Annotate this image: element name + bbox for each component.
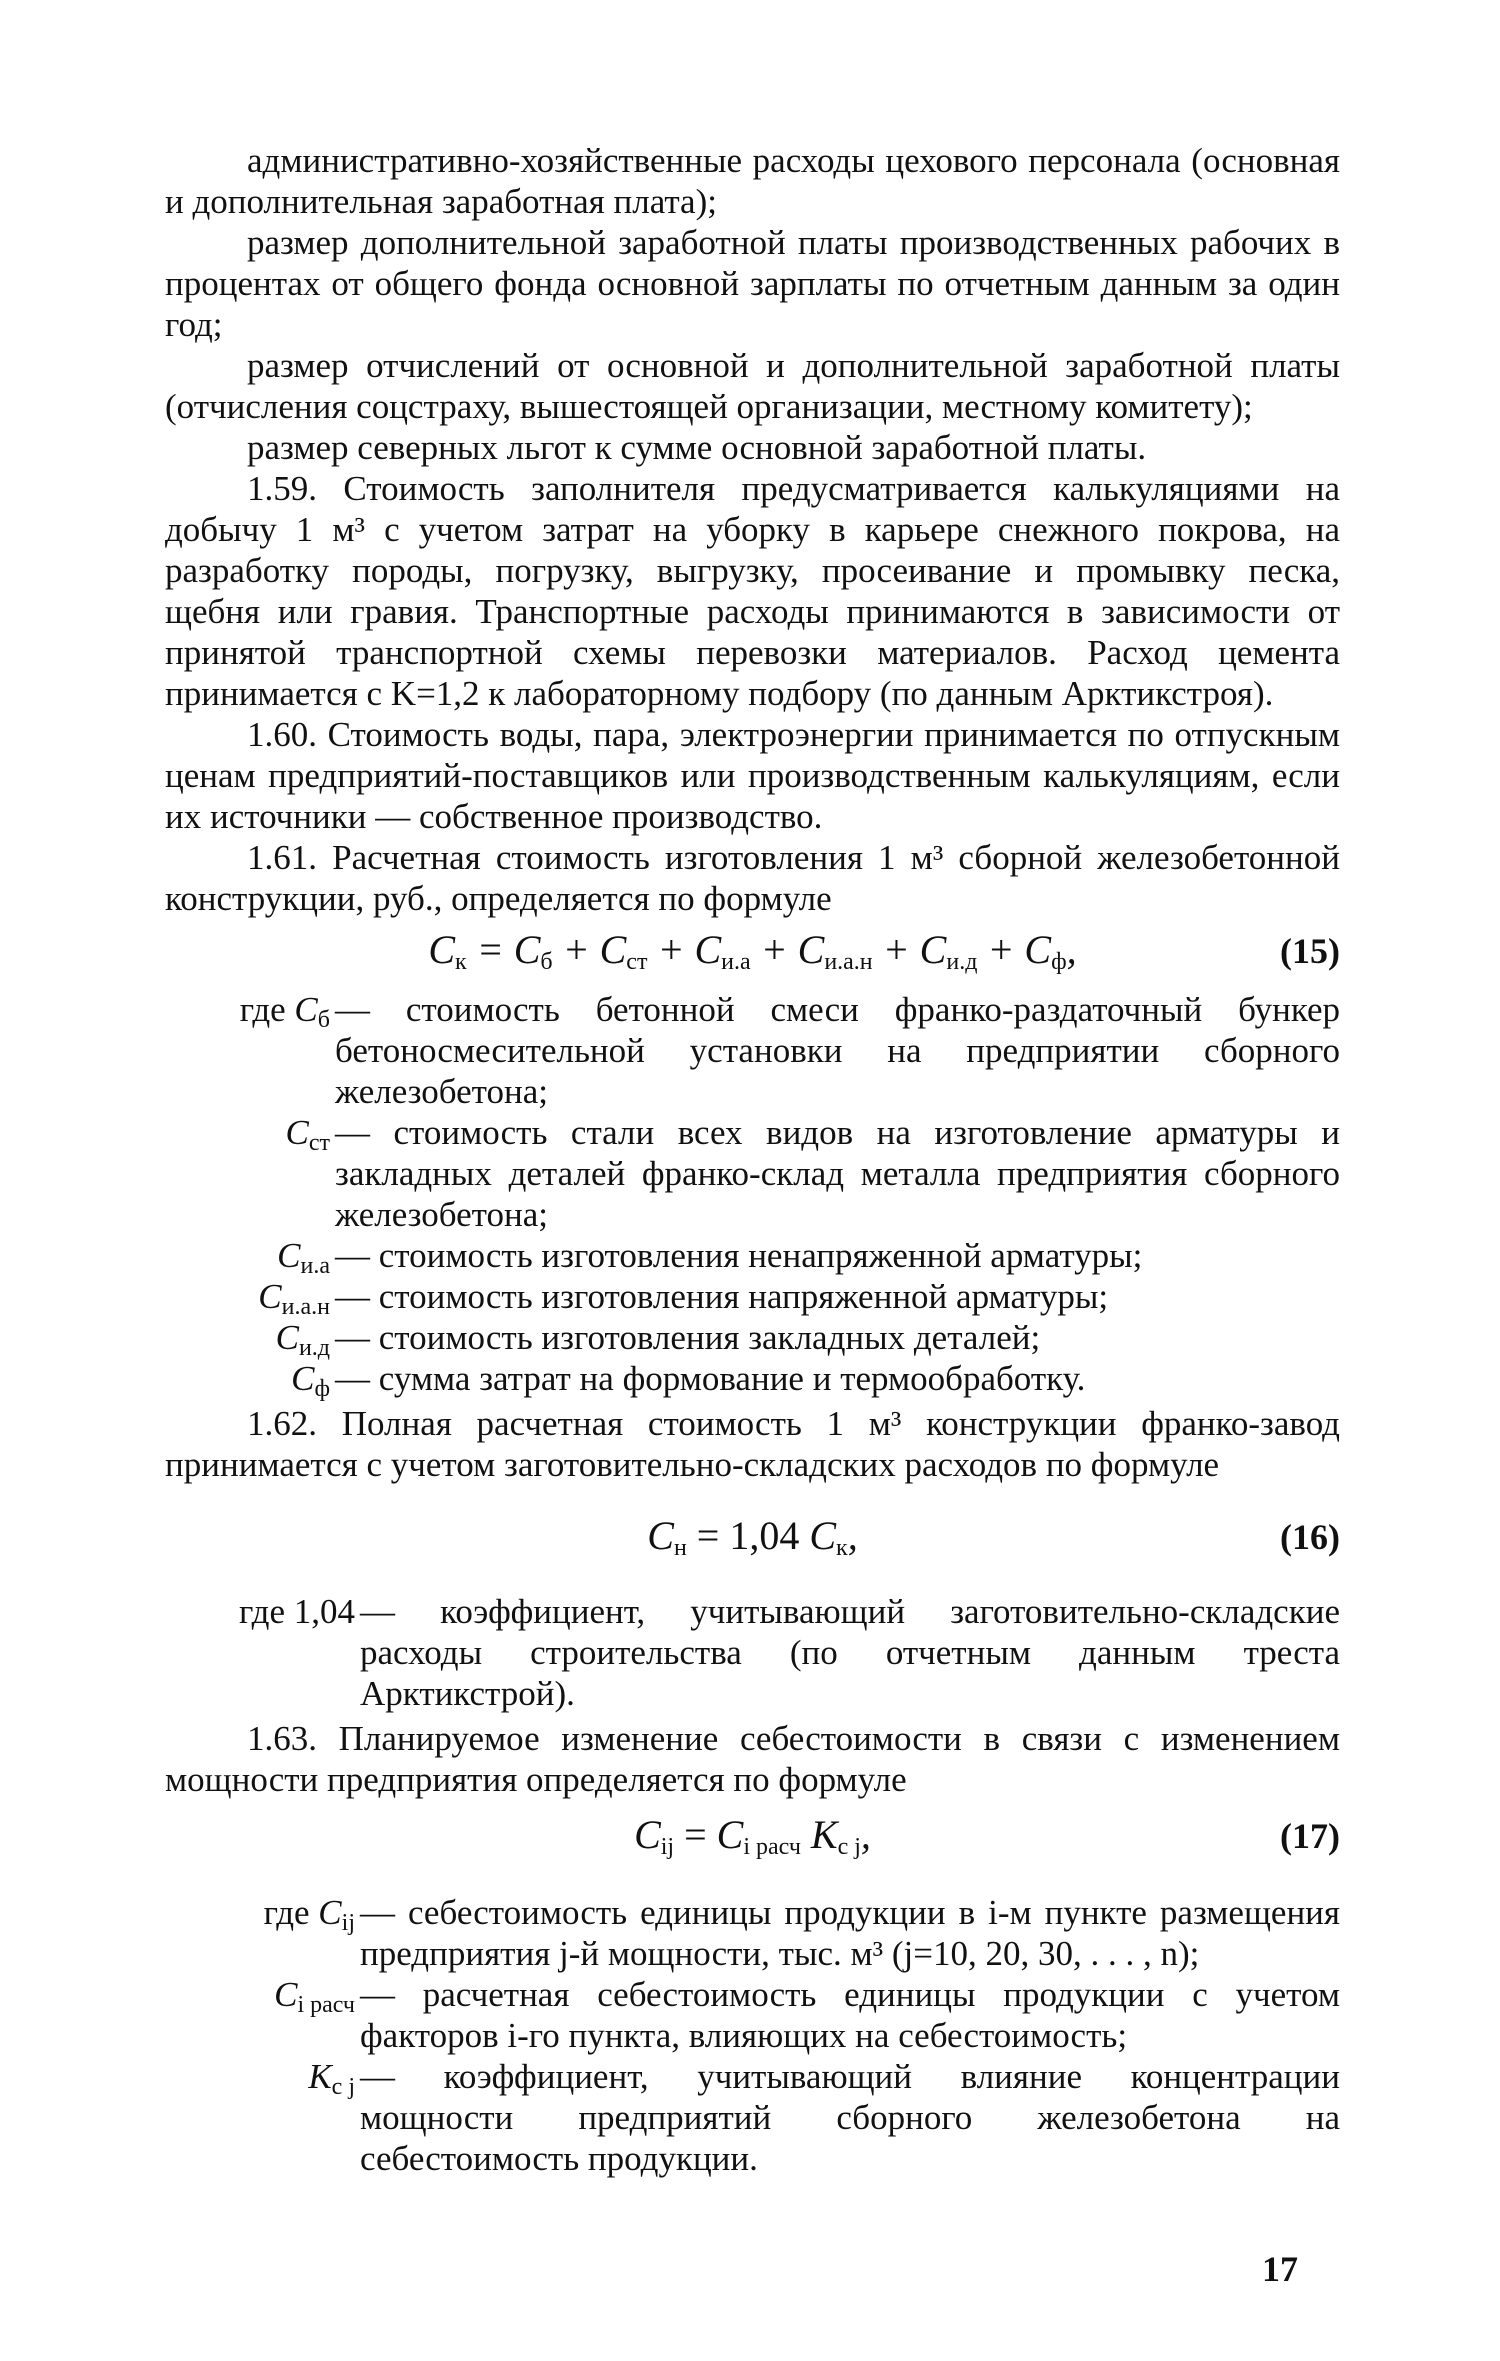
formula-15-expression: $C_к = C_б + C_{ст} + C_{и.а} + C_{и.а.н} + C_{и.д} + C_ф$, [428, 927, 1077, 975]
definition-c-ij: где $C_{ij}$ — себестоимость единицы продукции в i-м пункте размещения предприятия j-й мощности, тыс. м³ (j=10, 20, 30, . . . , n); [263, 1893, 1340, 1973]
formula-16 [165, 1509, 1340, 1569]
definition-c-ian: $C_{и.а.н}$ — стоимость изготовления напряженной арматуры; [258, 1277, 1109, 1320]
paragraph-1-63: 1.63. Планируемое изменение себестоимости в связи с изменением мощности предприятия определяется по формуле [165, 1719, 1340, 1799]
formula-17-number: (17) [1280, 1816, 1340, 1856]
formula-16-definitions [165, 1591, 1340, 1714]
formula-16-expression: $C_н = 1,04$ $C_к$, [647, 1513, 858, 1561]
body-text [165, 140, 1340, 2183]
formula-17-expression: $C_{ij} = C_{i расч}$ $K_{c j}$, [634, 1812, 871, 1860]
definition-coefficient-1-04: где 1,04 — коэффициент, учитывающий заготовительно-складские расходы строительства (по отчетным данным треста Арктикстрой). [239, 1592, 1340, 1713]
formula-17-definitions [165, 1892, 1340, 2179]
formula-15-number: (15) [1280, 931, 1340, 971]
formula-15-definitions [165, 989, 1340, 1402]
paragraph-1-59: 1.59. Стоимость заполнителя предусматривается калькуляциями на добычу 1 м³ с учетом затрат на уборку в карьере снежного покрова, на разработку породы, погрузку, выгрузку, просеивание и промывку песка, щебня или гравия. Транспортные расходы принимаются в зависимости от принятой транспортной схемы перевозки материалов. Расход цемента принимается с K=1,2 к лабораторному подбору (по данным Арктикстроя). [165, 469, 1340, 713]
definition-c-st: $C_{ст}$ — стоимость стали всех видов на изготовление арматуры и закладных деталей франко-склад металла предприятия сборного железобетона; [285, 1113, 1340, 1234]
paragraph-deductions: размер отчислений от основной и дополнительной заработной платы (отчисления соцстраху, вышестоящей организации, местному комитету); [165, 346, 1340, 426]
definition-c-id: $C_{и.д}$ — стоимость изготовления закладных деталей; [275, 1318, 1041, 1361]
page-number: 17 [1262, 2249, 1298, 2289]
paragraph-additional-wage: размер дополнительной заработной платы производственных рабочих в процентах от общего фонда основной зарплаты по отчетным данным за один год; [165, 223, 1340, 344]
paragraph-admin-expenses: административно-хозяйственные расходы цехового персонала (основная и дополнительная заработная плата); [165, 141, 1340, 221]
definition-k-cj: $K_{c j}$ — коэффициент, учитывающий влияние концентрации мощности предприятий сборного железобетона на себестоимость продукции. [308, 2057, 1340, 2178]
formula-17 [165, 1808, 1340, 1886]
paragraph-northern-benefits: размер северных льгот к сумме основной заработной платы. [247, 428, 1147, 467]
paragraph-1-61: 1.61. Расчетная стоимость изготовления 1 м³ сборной железобетонной конструкции, руб., определяется по формуле [165, 838, 1340, 918]
definition-c-f: $C_ф$ — сумма затрат на формование и термообработку. [291, 1359, 1086, 1402]
definition-c-ia: $C_{и.а}$ — стоимость изготовления ненапряженной арматуры; [277, 1236, 1143, 1279]
definition-c-i-rasch: $C_{i расч}$ — расчетная себестоимость единицы продукции с учетом факторов i-го пункта, влияющих на себестоимость; [274, 1975, 1340, 2055]
formula-16-number: (16) [1280, 1517, 1340, 1557]
definition-c-b: где $C_б$ — стоимость бетонной смеси франко-раздаточный бункер бетоносмесительной установки на предприятии сборного железобетона; [239, 990, 1340, 1111]
paragraph-1-62: 1.62. Полная расчетная стоимость 1 м³ конструкции франко-завод принимается с учетом заготовительно-складских расходов по формуле [165, 1404, 1340, 1484]
paragraph-1-60: 1.60. Стоимость воды, пара, электроэнергии принимается по отпускным ценам предприятий-поставщиков или производственным калькуляциям, если их источники — собственное производство. [165, 715, 1340, 836]
formula-15 [165, 923, 1340, 983]
